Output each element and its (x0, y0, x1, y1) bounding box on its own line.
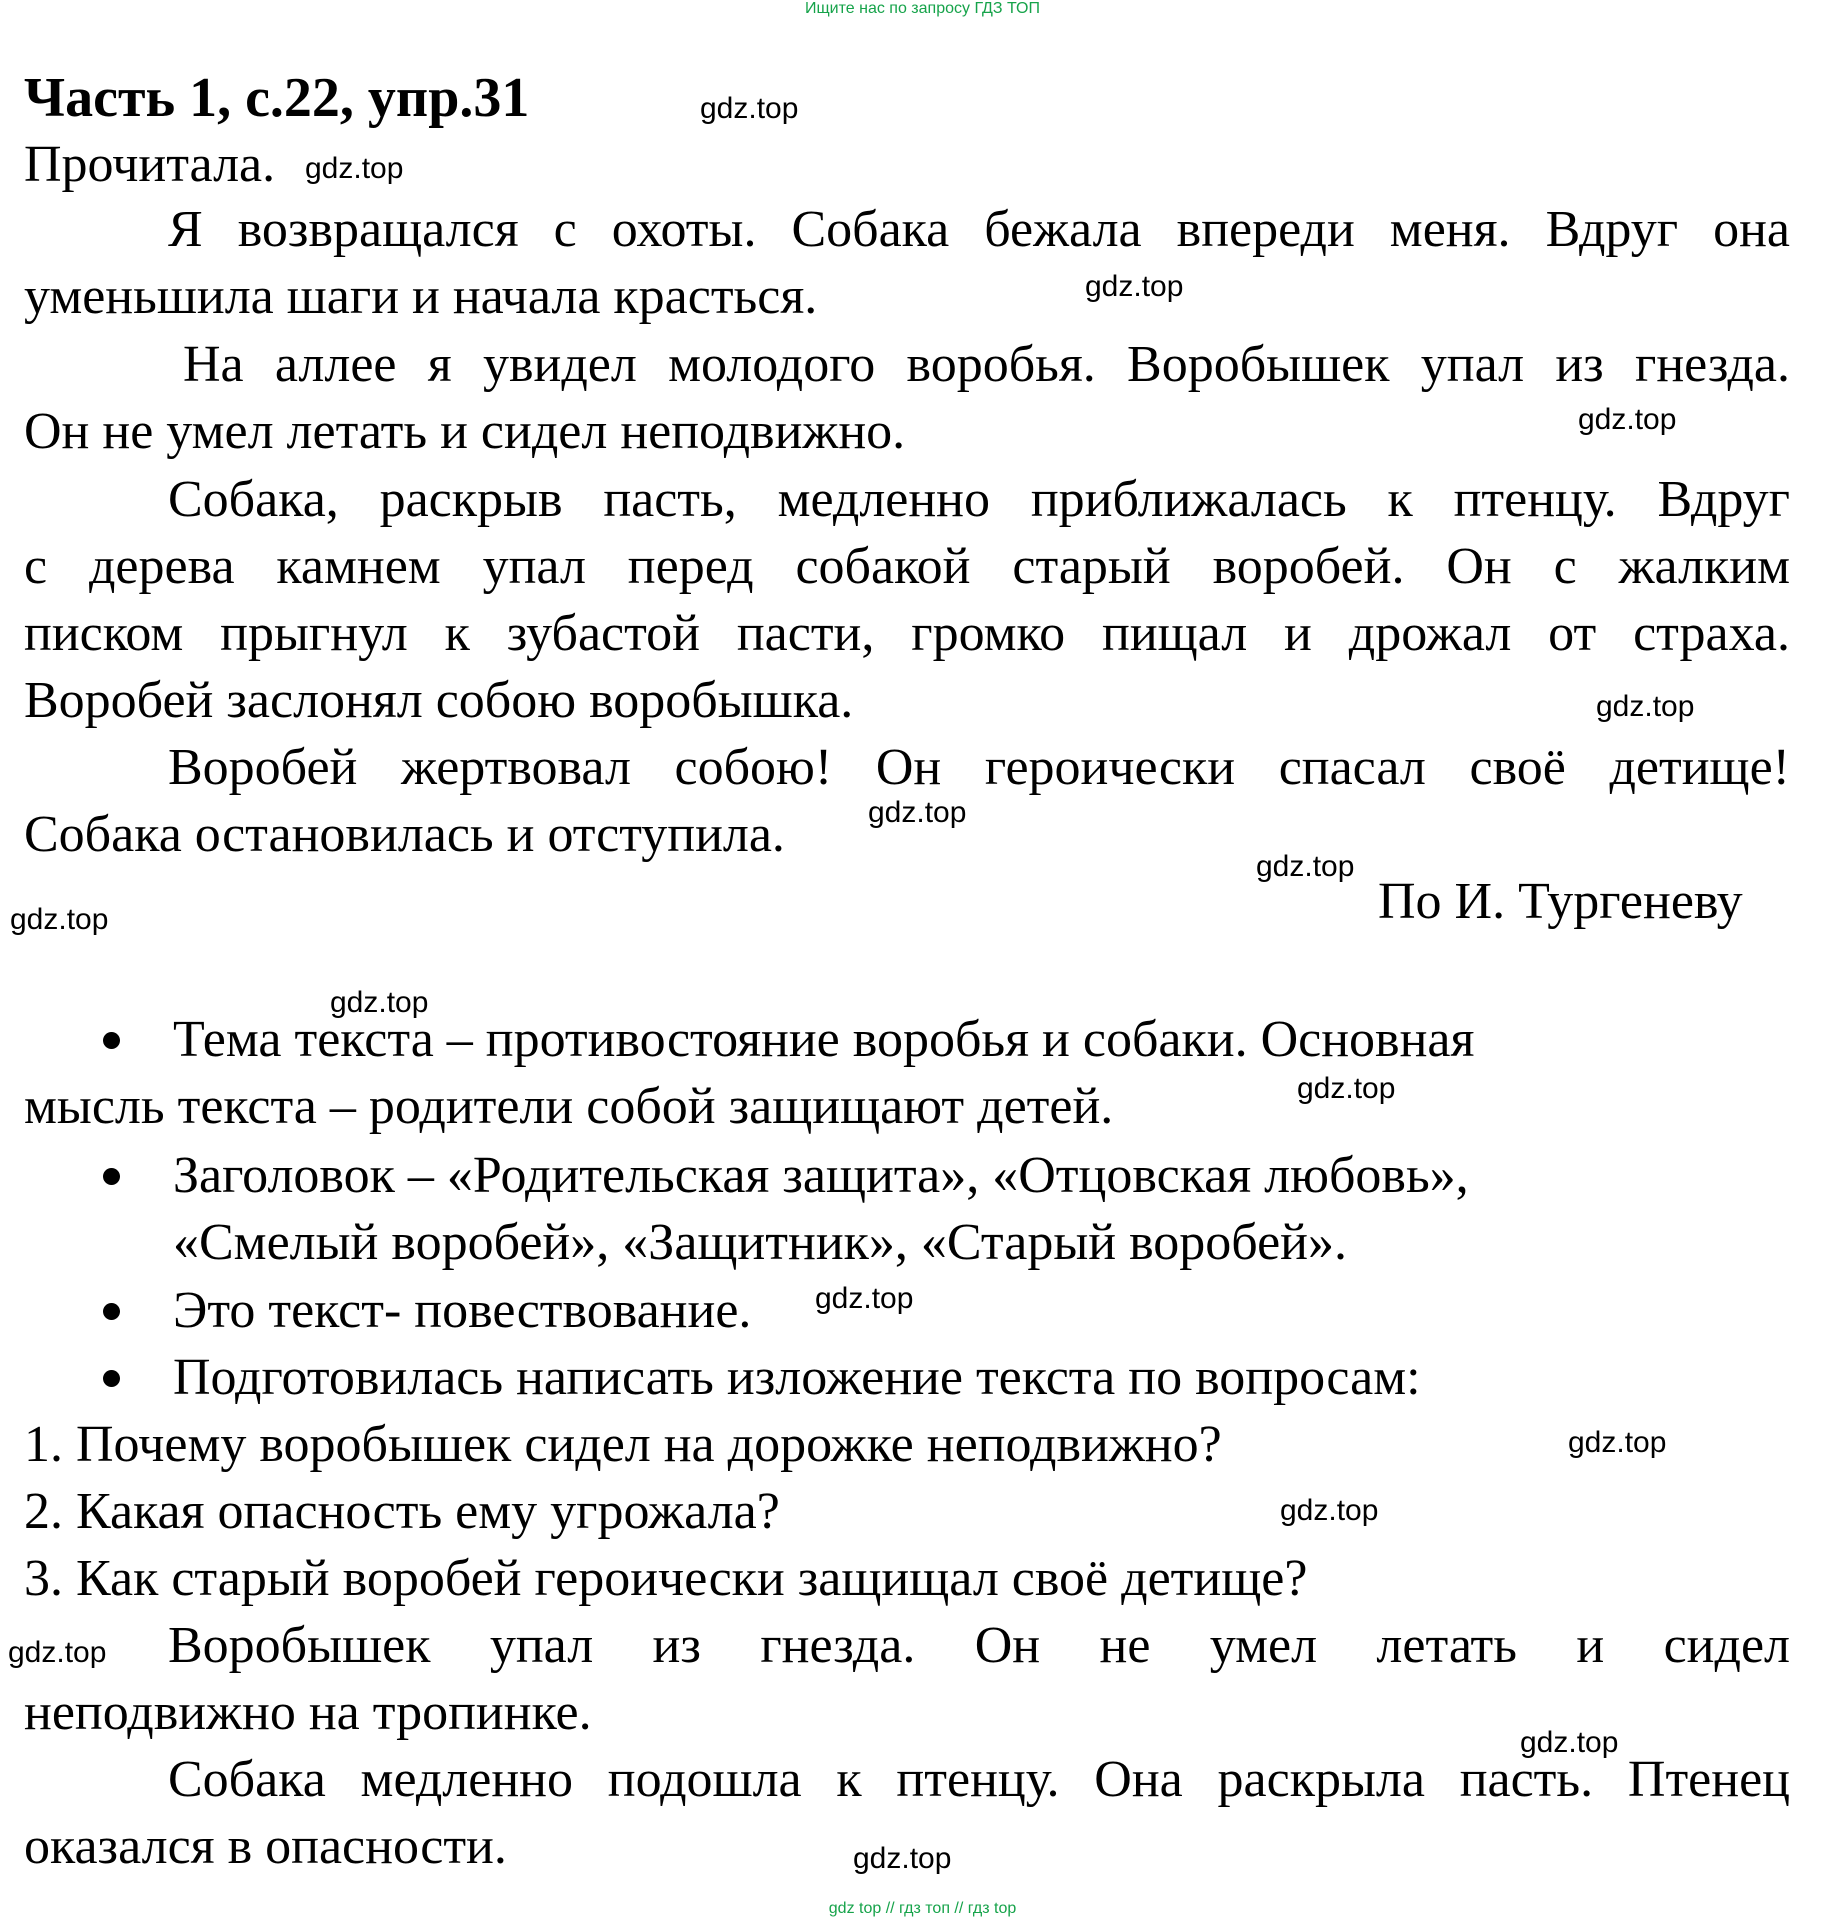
answer-line: оказался в опасности. (24, 1818, 507, 1875)
watermark: gdz.top (1568, 1426, 1667, 1459)
watermark: gdz.top (868, 796, 967, 829)
watermark: gdz.top (1520, 1726, 1619, 1759)
bullet-text: Заголовок – «Родительская защита», «Отцовская любовь», (173, 1147, 1469, 1204)
bullet-dot (103, 1168, 120, 1185)
bullet-dot (103, 1370, 120, 1387)
story-line: Воробей заслонял собою воробышка. (24, 672, 854, 729)
question-item: 2. Какая опасность ему угрожала? (24, 1483, 780, 1540)
answer-line: Воробышек упал из гнезда. Он не умел летать и сидел (168, 1617, 1790, 1674)
answer-line: неподвижно на тропинке. (24, 1684, 592, 1741)
footer-watermark: gdz top // гдз топ // гдз top (828, 1900, 1017, 1917)
bullet-text: Подготовилась написать изложение текста по вопросам: (173, 1349, 1421, 1406)
watermark: gdz.top (815, 1282, 914, 1315)
story-line: писком прыгнул к зубастой пасти, громко пищал и дрожал от страха. (24, 605, 1790, 662)
watermark: gdz.top (1297, 1072, 1396, 1105)
watermark: gdz.top (1578, 403, 1677, 436)
question-item: 3. Как старый воробей героически защищал своё детище? (24, 1550, 1308, 1607)
bullet-dot (103, 1032, 120, 1049)
watermark: gdz.top (700, 92, 799, 125)
story-line: Воробей жертвовал собою! Он героически спасал своё детище! (168, 739, 1790, 796)
story-line: Я возвращался с охоты. Собака бежала впереди меня. Вдруг она (168, 201, 1790, 258)
story-line: На аллее я увидел молодого воробья. Воробышек упал из гнезда. (183, 336, 1790, 393)
page-title: Часть 1, с.22, упр.31 (24, 67, 530, 129)
bullet-text: Тема текста – противостояние воробья и собаки. Основная (173, 1011, 1475, 1068)
story-line: Собака остановилась и отступила. (24, 806, 785, 863)
answer-line: Собака медленно подошла к птенцу. Она раскрыла пасть. Птенец (168, 1751, 1790, 1808)
bullet-text: мысль текста – родители собой защищают детей. (24, 1078, 1114, 1135)
story-line: Собака, раскрыв пасть, медленно приближалась к птенцу. Вдруг (168, 471, 1790, 528)
watermark: gdz.top (1256, 850, 1355, 883)
watermark: gdz.top (1596, 690, 1695, 723)
watermark: gdz.top (1085, 270, 1184, 303)
top-banner: Ищите нас по запросу ГДЗ ТОП (805, 0, 1040, 17)
story-line: с дерева камнем упал перед собакой старый воробей. Он с жалким (24, 538, 1790, 595)
watermark: gdz.top (305, 152, 404, 185)
story-author: По И. Тургеневу (1378, 873, 1743, 930)
watermark: gdz.top (8, 1636, 107, 1669)
watermark: gdz.top (10, 903, 109, 936)
bullet-dot (103, 1303, 120, 1320)
watermark: gdz.top (1280, 1494, 1379, 1527)
watermark: gdz.top (853, 1842, 952, 1875)
story-line: уменьшила шаги и начала красться. (24, 268, 818, 325)
bullet-text: Это текст- повествование. (173, 1282, 752, 1339)
question-item: 1. Почему воробышек сидел на дорожке неподвижно? (24, 1416, 1222, 1473)
read-label: Прочитала. (24, 136, 276, 193)
story-line: Он не умел летать и сидел неподвижно. (24, 403, 906, 460)
watermark: gdz.top (330, 986, 429, 1019)
bullet-text: «Смелый воробей», «Защитник», «Старый воробей». (173, 1214, 1347, 1271)
